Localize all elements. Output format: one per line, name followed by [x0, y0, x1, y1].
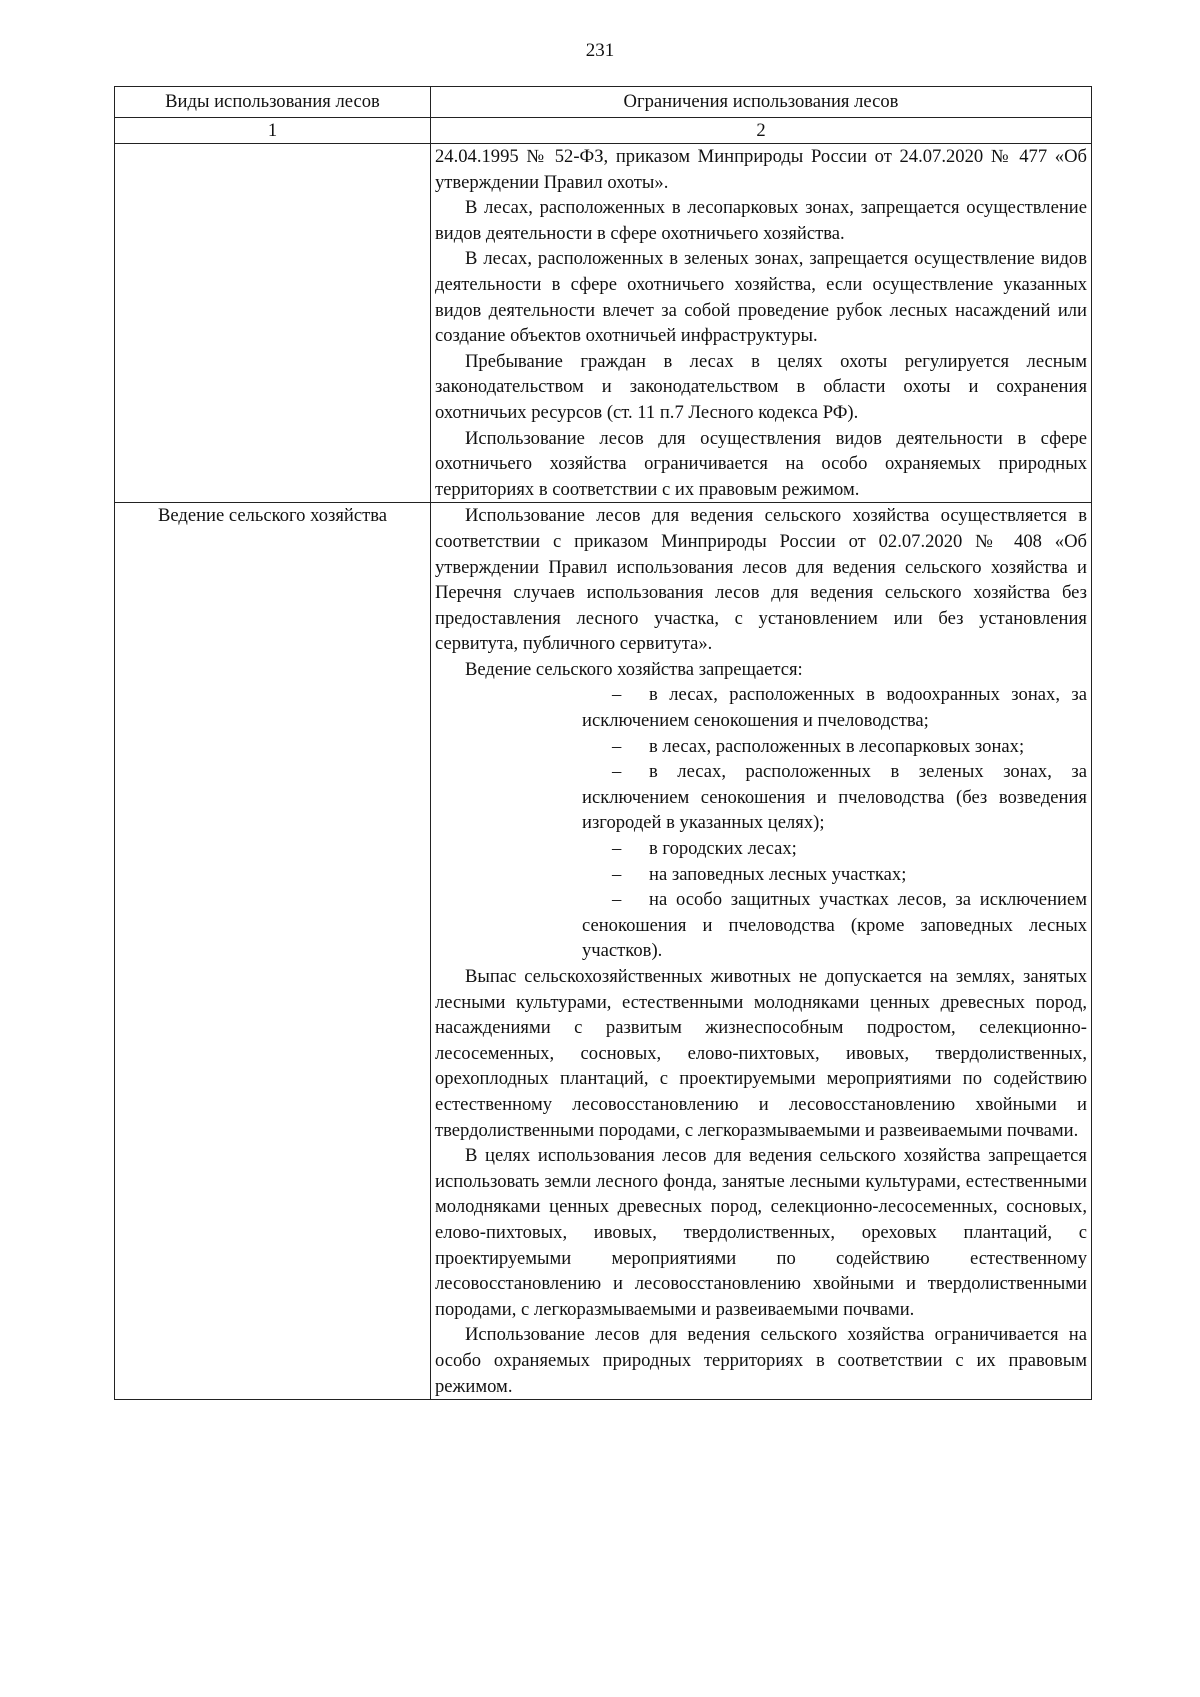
column-numbering-row: [115, 118, 1092, 144]
dash-marker: –: [612, 735, 622, 757]
paragraph: В лесах, расположенных в лесопарковых зонах, запрещается осуществление видов деятельности в сфере охотничьего хозяйства.: [435, 197, 1087, 244]
table-row-hunting: [115, 144, 1092, 503]
header-forest-use-types: Виды использования лесов: [115, 87, 431, 118]
row-hunting-use-type: [115, 144, 431, 503]
list-item: [582, 887, 1087, 964]
paragraph: Использование лесов для ведения сельского хозяйства ограничивается на особо охраняемых природных территориях в соответствии с их правовым режимом.: [435, 1324, 1087, 1397]
row-agriculture-use-type: Ведение сельского хозяйства: [115, 503, 431, 1400]
paragraph: 24.04.1995 № 52-ФЗ, приказом Минприроды России от 24.07.2020 № 477 «Об утверждении Правил охоты».: [435, 146, 1087, 193]
list-item-text: в лесах, расположенных в зеленых зонах, за исключением сенокошения и пчеловодства (без возведения изгородей в указанных целях);: [582, 761, 1087, 834]
page-number: 231: [585, 40, 615, 61]
paragraph: Использование лесов для ведения сельского хозяйства осуществляется в соответствии с приказом Минприроды России от 02.07.2020 № 408 «Об утверждении Правил использования лесов для ведения сельского хозяйства и Перечня случаев использования лесов для ведения сельского хозяйства без предоставления лесного участка, с установлением или без установления сервитута, публичного сервитута».: [435, 505, 1087, 655]
dash-marker: –: [612, 761, 622, 783]
table-row-agriculture: [115, 503, 1092, 1400]
forest-use-table: [114, 86, 1092, 1400]
list-item: [582, 682, 1087, 733]
list-item-text: в городских лесах;: [649, 838, 797, 860]
list-item-text: в лесах, расположенных в лесопарковых зонах;: [649, 735, 1025, 757]
row-agriculture-restrictions: [431, 503, 1092, 1400]
row-hunting-restrictions: [431, 144, 1092, 503]
header-forest-use-restrictions: Ограничения использования лесов: [431, 87, 1092, 118]
prohibition-list: [435, 682, 1087, 964]
list-item: [582, 862, 1087, 888]
paragraph: Пребывание граждан в лесах в целях охоты регулируется лесным законодательством и законодательством в области охоты и сохранения охотничьих ресурсов (ст. 11 п.7 Лесного кодекса РФ).: [435, 350, 1087, 423]
list-item-text: в лесах, расположенных в водоохранных зонах, за исключением сенокошения и пчеловодства;: [582, 684, 1087, 732]
list-item-text: на особо защитных участках лесов, за исключением сенокошения и пчеловодства (кроме заповедных лесных участков).: [582, 889, 1087, 962]
paragraph: Использование лесов для осуществления видов деятельности в сфере охотничьего хозяйства ограничивается на особо охраняемых природных территориях в соответствии с их правовым режимом.: [435, 427, 1087, 500]
table-header-row: [115, 87, 1092, 118]
paragraph: В лесах, расположенных в зеленых зонах, запрещается осуществление видов деятельности в сфере охотничьего хозяйства, если осуществление указанных видов деятельности влечет за собой проведение рубок лесных насаждений или создание объектов охотничьей инфраструктуры.: [435, 248, 1087, 347]
list-item: [582, 759, 1087, 836]
list-item: [582, 836, 1087, 862]
list-item: [582, 734, 1087, 760]
dash-marker: –: [612, 889, 622, 911]
column-number-1: 1: [115, 118, 431, 144]
dash-marker: –: [612, 838, 622, 860]
paragraph: В целях использования лесов для ведения сельского хозяйства запрещается использовать земли лесного фонда, занятые лесными культурами, естественными молодняками ценных древесных пород, селекционно-лесосеменных, сосновых, елово-пихтовых, ивовых, твердолиственных, ореховых плантаций, с проектируемыми мероприятиями по содействию естественному лесовосстановлению и лесовосстановлению хвойными и твердолиственными породами, с легкоразмываемыми и развеиваемыми почвами.: [435, 1145, 1087, 1320]
list-item-text: на заповедных лесных участках;: [649, 863, 907, 885]
column-number-2: 2: [431, 118, 1092, 144]
dash-marker: –: [612, 684, 622, 706]
paragraph: Выпас сельскохозяйственных животных не допускается на землях, занятых лесными культурами, естественными молодняками ценных древесных пород, насаждениями с развитым жизнеспособным подростом, селекционно-лесосеменных, сосновых, елово-пихтовых, ивовых, твердолиственных, орехоплодных плантаций, с проектируемыми мероприятиями по содействию естественному лесовосстановлению и лесовосстановлению хвойными и твердолиственными породами, с легкоразмываемыми и развеиваемыми почвами.: [435, 966, 1087, 1141]
list-title: Ведение сельского хозяйства запрещается:: [465, 658, 803, 680]
dash-marker: –: [612, 863, 622, 885]
